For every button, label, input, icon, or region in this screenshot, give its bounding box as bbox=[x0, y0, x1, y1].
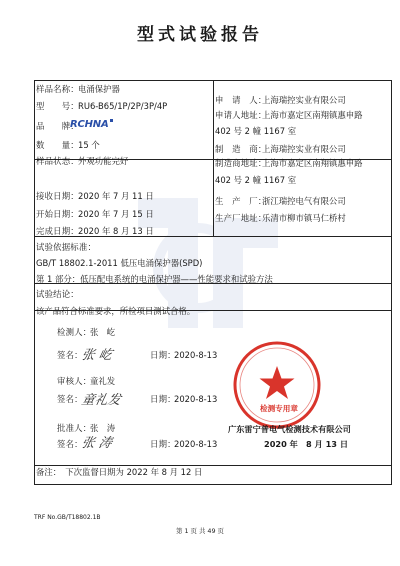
reviewer-label: 审核人： bbox=[57, 376, 92, 386]
producer-value: 浙江瑞控电气有限公司 bbox=[262, 196, 346, 206]
reviewer-signature: 童礼发 bbox=[79, 393, 123, 408]
tester-name: 张 屹 bbox=[90, 327, 116, 337]
approver-label: 批准人： bbox=[57, 423, 92, 433]
producer-address-label: 生产厂地址： bbox=[215, 213, 267, 223]
brand-logo bbox=[70, 119, 113, 130]
reviewer-date-label: 日期： bbox=[150, 394, 176, 404]
tester-date: 2020-8-13 bbox=[174, 350, 218, 360]
basis-standard: GB/T 18802.1-2011 低压电涌保护器(SPD) bbox=[36, 258, 203, 268]
maker-address-value: 上海市嘉定区南翔镇惠申路 bbox=[262, 158, 363, 168]
reviewer-name: 童礼发 bbox=[90, 376, 116, 386]
tester-signature: 张 屹 bbox=[79, 348, 114, 363]
reviewer-sign-label: 签名： bbox=[57, 394, 83, 404]
basis-label: 试验依据标准： bbox=[36, 242, 97, 252]
tester-sign-label: 签名： bbox=[57, 350, 83, 360]
approver-name: 张 涛 bbox=[90, 423, 116, 433]
conclusion-label: 试验结论： bbox=[36, 289, 79, 299]
maker-value: 上海瑞控实业有限公司 bbox=[262, 144, 346, 154]
reviewer-date: 2020-8-13 bbox=[174, 394, 218, 404]
brand-label: 品 牌： bbox=[36, 121, 79, 131]
approver-date-label: 日期： bbox=[150, 439, 176, 449]
remark-text: 备注： 下次监督日期为 2022 年 8 月 12 日 bbox=[36, 467, 203, 477]
applicant-address-label: 申请人地址： bbox=[215, 110, 267, 120]
start-date-value: 2020 年 7 月 15 日 bbox=[78, 209, 154, 219]
applicant-address-value: 上海市嘉定区南翔镇惠申路 bbox=[262, 110, 363, 120]
maker-address-value-line2: 402 号 2 幢 1167 室 bbox=[215, 175, 297, 185]
sample-name-label: 样品名称： bbox=[36, 84, 79, 94]
divider bbox=[35, 465, 391, 466]
report-number: TRF No.GB/T18802.1B bbox=[34, 514, 101, 521]
sample-name-value: 电涌保护器 bbox=[78, 84, 120, 94]
quantity-label: 数 量： bbox=[36, 140, 79, 150]
page-indicator: 第 1 页 共 49 页 bbox=[176, 527, 224, 535]
maker-label: 制 造 商： bbox=[215, 144, 267, 154]
receive-date-value: 2020 年 7 月 11 日 bbox=[78, 191, 154, 201]
approver-sign-label: 签名： bbox=[57, 439, 83, 449]
basis-part: 第 1 部分：低压配电系统的电涌保护器——性能要求和试验方法 bbox=[36, 274, 273, 284]
applicant-value: 上海瑞控实业有限公司 bbox=[262, 95, 346, 105]
issue-date: 2020 年 8 月 13 日 bbox=[264, 439, 349, 449]
producer-label: 生 产 厂： bbox=[215, 196, 267, 206]
quantity-value: 15 个 bbox=[78, 140, 100, 150]
issuer-name: 广东雷宁普电气检测技术有限公司 bbox=[228, 424, 351, 434]
tester-date-label: 日期： bbox=[150, 350, 176, 360]
brand-logo-dot-icon bbox=[110, 119, 113, 122]
applicant-address-value-line2: 402 号 2 幢 1167 室 bbox=[215, 126, 297, 136]
approver-signature: 张 涛 bbox=[79, 436, 114, 451]
applicant-label: 申 请 人： bbox=[215, 95, 267, 105]
producer-address-value: 乐清市柳市镇马仁桥村 bbox=[262, 213, 346, 223]
approver-date: 2020-8-13 bbox=[174, 439, 218, 449]
start-date-label: 开始日期： bbox=[36, 209, 79, 219]
seal-text: 检测专用章 bbox=[260, 404, 298, 413]
model-label: 型 号： bbox=[36, 101, 79, 111]
tester-label: 检测人： bbox=[57, 327, 92, 337]
end-date-label: 完成日期： bbox=[36, 226, 79, 236]
page-title: 型式试验报告 bbox=[137, 25, 263, 45]
column-divider bbox=[213, 81, 214, 236]
model-value: RU6-B65/1P/2P/3P/4P bbox=[78, 101, 168, 111]
status-value: 外观功能完好 bbox=[78, 156, 129, 166]
end-date-value: 2020 年 8 月 13 日 bbox=[78, 226, 154, 236]
receive-date-label: 接收日期： bbox=[36, 191, 79, 201]
maker-address-label: 制造商地址： bbox=[215, 158, 267, 168]
official-seal-icon bbox=[232, 340, 322, 430]
status-label: 样品状态： bbox=[36, 156, 79, 166]
conclusion-text: 该产品符合标准要求，所检项目测试合格。 bbox=[36, 306, 196, 316]
brand-logo-text: RCHNA bbox=[70, 119, 109, 130]
